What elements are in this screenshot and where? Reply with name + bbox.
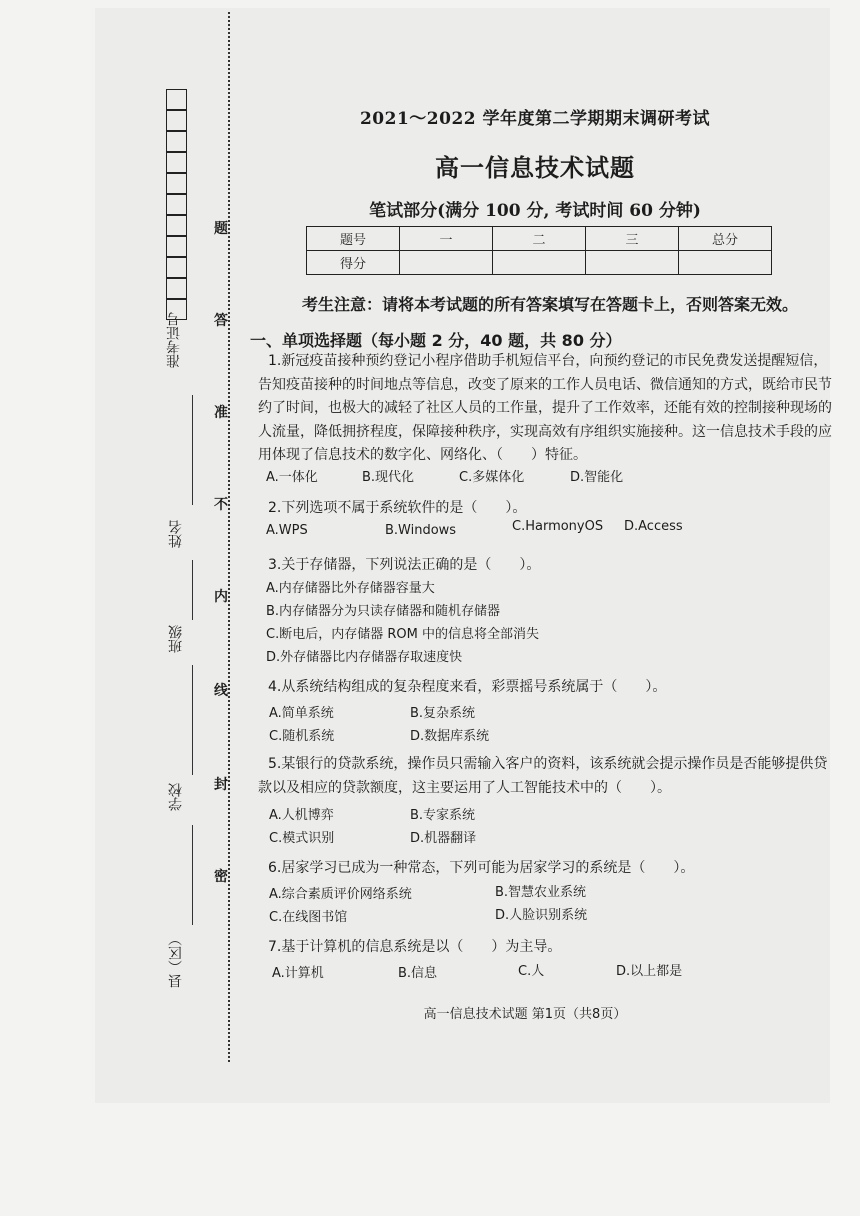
option-a: A.综合素质评价网络系统 (269, 887, 412, 902)
option-c: C.多媒体化 (459, 470, 525, 485)
county-label: 县（区） (168, 932, 184, 988)
question-stem: 3.关于存储器，下列说法正确的是（ ）。 (268, 557, 541, 573)
subject-title: 高一信息技术试题 (435, 153, 635, 182)
seal-dotted-line (228, 12, 230, 1062)
class-label: 班级 (168, 625, 184, 653)
option-a: A.简单系统 (269, 706, 334, 721)
score-header-cell: 三 (586, 227, 679, 251)
question-5 (258, 753, 838, 800)
score-cell (493, 251, 586, 275)
question-stem: 2.下列选项不属于系统软件的是（ ）。 (268, 500, 527, 516)
name-label: 姓名 (168, 520, 184, 548)
score-cell (400, 251, 493, 275)
score-header-cell: 二 (493, 227, 586, 251)
question-stem: 5.某银行的贷款系统，操作员只需输入客户的资料，该系统就会提示操作员是否能够提供贷款以及相应的贷款额度，这主要运用了人工智能技术中的（ ）。 (258, 756, 828, 796)
section-info: 笔试部分(满分 100 分, 考试时间 60 分钟) (369, 201, 701, 221)
score-cell (586, 251, 679, 275)
option-a: A.计算机 (272, 966, 324, 981)
seal-char-2: 答 (214, 313, 228, 329)
option-d: D.智能化 (570, 470, 624, 485)
option-d: D.以上都是 (616, 964, 683, 979)
option-c: C.人 (518, 964, 545, 979)
candidate-notice: 考生注意：请将本考试题的所有答案填写在答题卡上，否则答案无效。 (302, 295, 799, 314)
question-4 (258, 676, 838, 700)
question-6 (258, 857, 838, 881)
option-b: B.智慧农业系统 (495, 885, 587, 900)
question-stem: 4.从系统结构组成的复杂程度来看，彩票摇号系统属于（ ）。 (268, 679, 667, 695)
option-a: A.人机博弈 (269, 808, 334, 823)
exam-number-boxes (166, 89, 188, 320)
seal-char-3: 准 (214, 405, 228, 421)
seal-char-6: 线 (214, 683, 228, 699)
option-c: C.HarmonyOS (512, 519, 604, 534)
class-underline (192, 560, 193, 620)
score-header-cell: 题号 (307, 227, 400, 251)
option-a: A.一体化 (266, 470, 318, 485)
question-stem: 7.基于计算机的信息系统是以（ ）为主导。 (268, 939, 562, 955)
option-d: D.机器翻译 (410, 831, 477, 846)
option-d: D.Access (624, 519, 683, 534)
option-c: C.模式识别 (269, 831, 335, 846)
option-a: A.WPS (266, 523, 308, 538)
option-b: B.信息 (398, 966, 438, 981)
school-underline (192, 665, 193, 775)
option-c: C.断电后，内存储器 ROM 中的信息将全部消失 (266, 627, 539, 642)
option-b: B.复杂系统 (410, 706, 476, 721)
county-underline (192, 825, 193, 925)
score-row-label: 得分 (307, 251, 400, 275)
score-cell (679, 251, 772, 275)
name-underline (192, 395, 193, 505)
option-d: D.数据库系统 (410, 729, 490, 744)
question-stem: 6.居家学习已成为一种常态，下列可能为居家学习的系统是（ ）。 (268, 860, 695, 876)
question-stem: 1.新冠疫苗接种预约登记小程序借助手机短信平台，向预约登记的市民免费发送提醒短信，告知疫苗接种的时间地点等信息，改变了原来的工作人员电话、微信通知的方式，既给市民节约了时间，也极大的减轻了社区人员的工作量，提升了工作效率，还能有效的控制接种现场的人流量，降低拥挤程度，保障接种秩序，实现高效有序组织实施接种。这一信息技术手段的应用体现了信息技术的数字化、网络化、（ ）特征。 (258, 353, 832, 463)
seal-char-4: 不 (214, 497, 228, 513)
option-b: B.现代化 (362, 470, 415, 485)
score-table (306, 226, 772, 275)
seal-char-1: 题 (214, 221, 228, 237)
question-7 (258, 936, 838, 960)
option-c: C.在线图书馆 (269, 910, 348, 925)
seal-char-8: 密 (214, 869, 228, 885)
question-1 (258, 350, 838, 468)
option-b: B.Windows (385, 523, 457, 538)
option-d: D.外存储器比内存储器存取速度快 (266, 650, 463, 665)
seal-char-5: 内 (214, 589, 228, 605)
exam-number-label: 准考证号 (166, 312, 182, 368)
school-label: 学校 (168, 783, 184, 811)
question-2 (258, 497, 838, 521)
score-header-cell: 总分 (679, 227, 772, 251)
seal-char-7: 封 (214, 777, 228, 793)
score-header-cell: 一 (400, 227, 493, 251)
question-3 (258, 554, 838, 578)
option-a: A.内存储器比外存储器容量大 (266, 581, 435, 596)
option-b: B.内存储器分为只读存储器和随机存储器 (266, 604, 501, 619)
page-footer: 高一信息技术试题 第1页（共8页） (423, 1007, 627, 1022)
option-c: C.随机系统 (269, 729, 335, 744)
exam-year-title: 2021～2022 学年度第二学期期末调研考试 (359, 109, 711, 129)
option-b: B.专家系统 (410, 808, 476, 823)
section-heading: 一、单项选择题（每小题 2 分，40 题，共 80 分） (250, 331, 622, 350)
option-d: D.人脸识别系统 (495, 908, 588, 923)
